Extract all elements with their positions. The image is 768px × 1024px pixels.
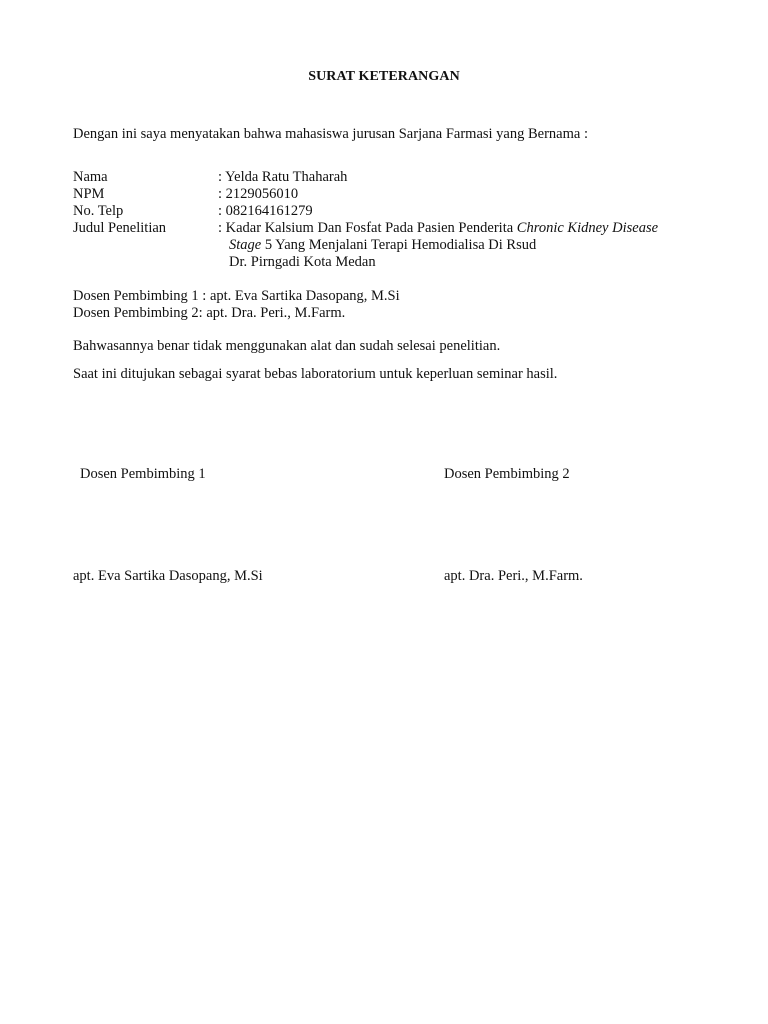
judul-rest: 5 Yang Menjalani Terapi Hemodialisa Di Rsud — [261, 237, 537, 253]
value-judul-line2 — [229, 237, 536, 254]
judul-italic-1: Chronic Kidney Disease — [516, 220, 659, 236]
label-nama: Nama — [73, 169, 108, 185]
signature-name-left: apt. Eva Sartika Dasopang, M.Si — [73, 568, 263, 584]
value-telp: : 082164161279 — [218, 203, 313, 219]
signature-name-right: apt. Dra. Peri., M.Farm. — [444, 568, 583, 584]
label-telp: No. Telp — [73, 203, 124, 219]
judul-italic-2: Stage — [229, 237, 262, 253]
value-nama: : Yelda Ratu Thaharah — [218, 169, 348, 185]
supervisor-line-2: Dosen Pembimbing 2: apt. Dra. Peri., M.Farm. — [73, 305, 346, 321]
statement-2: Saat ini ditujukan sebagai syarat bebas laboratorium untuk keperluan seminar hasil. — [73, 366, 558, 382]
value-judul-line3: Dr. Pirngadi Kota Medan — [229, 254, 376, 270]
signature-title-right: Dosen Pembimbing 2 — [444, 466, 570, 482]
statement-1: Bahwasannya benar tidak menggunakan alat dan sudah selesai penelitian. — [73, 338, 501, 354]
supervisor-line-1: Dosen Pembimbing 1 : apt. Eva Sartika Dasopang, M.Si — [73, 288, 400, 304]
intro-text: Dengan ini saya menyatakan bahwa mahasiswa jurusan Sarjana Farmasi yang Bernama : — [73, 126, 588, 142]
value-npm: : 2129056010 — [218, 186, 299, 202]
value-judul-line1 — [218, 220, 658, 237]
label-judul: Judul Penelitian — [73, 220, 167, 236]
document-title: SURAT KETERANGAN — [308, 69, 460, 84]
judul-prefix: : Kadar Kalsium Dan Fosfat Pada Pasien Penderita — [218, 220, 517, 236]
signature-title-left: Dosen Pembimbing 1 — [80, 466, 206, 482]
label-npm: NPM — [73, 186, 105, 202]
